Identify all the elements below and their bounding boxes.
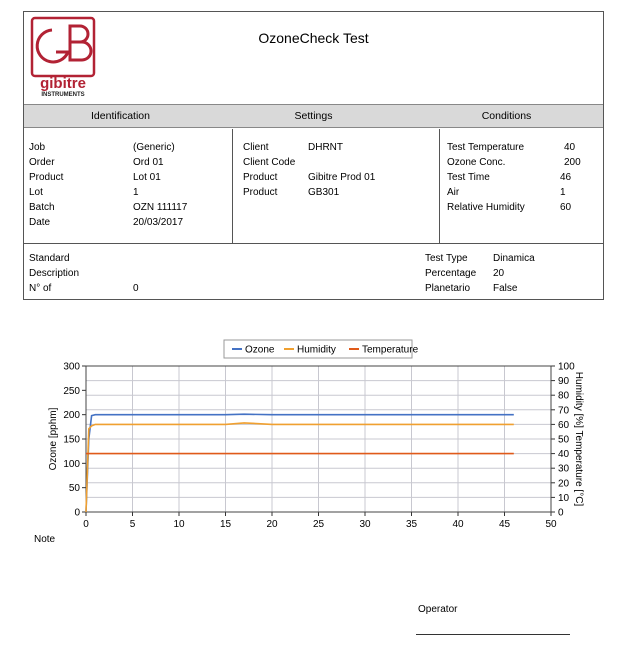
y-left-tick-label: 0 [74,507,80,519]
y-right-tick-label: 80 [558,390,570,402]
x-tick-label: 15 [219,519,232,530]
set-value-product-2: GB301 [308,187,340,198]
footer-label-test-type: Test Type [425,253,468,264]
x-tick-label: 40 [452,519,464,530]
operator-label: Operator [418,604,458,615]
cond-value-test-time: 46 [560,172,572,183]
footer-left-values [133,251,139,296]
identification-labels [29,140,63,230]
cond-label-test-time: Test Time [447,172,490,183]
legend-label-temperature: Temperature [362,344,419,356]
conditions-labels [447,140,525,215]
x-tick-label: 30 [359,519,371,530]
cond-label-ozone-conc: Ozone Conc. [447,157,506,168]
id-value-job: (Generic) [133,142,175,153]
footer-label-percentage: Percentage [425,268,477,279]
y-right-tick-label: 50 [558,434,570,446]
y-right-tick-label: 90 [558,376,570,388]
conditions-values [560,140,581,215]
footer-right-labels [425,251,476,296]
y-left-tick-label: 100 [63,458,80,470]
legend-label-ozone: Ozone [245,344,275,356]
id-label-batch: Batch [29,202,55,213]
set-label-client: Client [243,142,269,153]
y-left-tick-label: 150 [63,434,80,446]
cond-label-air: Air [447,187,460,198]
settings-values [308,140,375,200]
y-right-tick-label: 70 [558,405,570,417]
footer-label-description: Description [29,268,80,279]
footer-label-n-of: N° of [29,283,52,294]
y-right-tick-label: 30 [558,463,570,475]
ozone-chart [30,336,590,536]
id-value-batch: OZN 111117 [133,202,188,213]
column-divider [439,129,440,243]
cond-label-relative-humidity: Relative Humidity [447,202,525,213]
set-value-product: Gibitre Prod 01 [308,172,376,183]
series-line-humidity [86,423,514,512]
x-tick-label: 20 [266,519,278,530]
cond-value-test-temperature: 40 [564,142,576,153]
x-tick-label: 35 [405,519,418,530]
section-settings: Settings [294,110,333,122]
section-conditions: Conditions [481,110,532,122]
legend-label-humidity: Humidity [297,344,336,356]
x-tick-label: 50 [545,519,557,530]
y-right-tick-label: 100 [558,361,575,373]
set-label-product: Product [243,172,278,183]
set-label-product-2: Product [243,187,278,198]
y-right-tick-label: 10 [558,492,570,504]
id-value-lot: 1 [133,187,139,198]
id-label-order: Order [29,157,55,168]
id-label-product: Product [29,172,64,183]
section-header-bar [24,104,603,128]
footer-value-n-of: 0 [133,283,139,294]
header-area [24,12,603,104]
gibitre-logo [30,16,96,98]
report-box [23,11,604,300]
footer-left-labels [29,251,79,296]
set-value-client-code [308,155,375,170]
y-left-tick-label: 50 [68,483,80,495]
footer-value-planetario: False [493,283,518,294]
x-tick-label: 0 [83,519,89,530]
column-divider [232,129,233,243]
logo-subtext: INSTRUMENTS [41,92,85,98]
y-left-axis-label: Ozone [pphm] [48,407,59,471]
section-identification: Identification [91,110,150,122]
id-label-job: Job [29,142,46,153]
x-tick-label: 10 [173,519,185,530]
set-label-client-code: Client Code [243,157,296,168]
set-value-client: DHRNT [308,142,343,153]
report-title: OzoneCheck Test [258,30,369,46]
identification-values [133,140,187,230]
footer-right-values [493,251,535,296]
x-tick-label: 45 [498,519,511,530]
note-label: Note [34,534,56,545]
y-left-tick-label: 200 [63,410,80,422]
x-tick-label: 5 [129,519,136,530]
y-right-tick-label: 40 [558,449,570,461]
y-right-tick-label: 0 [558,507,564,519]
row-divider [24,243,603,244]
y-right-axis-label: Humidity [%] Temperature [°C] [573,371,584,507]
operator-signature-line [416,634,570,635]
y-right-tick-label: 60 [558,419,570,431]
x-tick-label: 25 [312,519,325,530]
id-label-date: Date [29,217,51,228]
y-left-tick-label: 300 [63,361,80,373]
id-value-order: Ord 01 [133,157,164,168]
settings-labels [243,140,295,200]
id-value-product: Lot 01 [133,172,161,183]
y-left-tick-label: 250 [63,385,80,397]
id-label-lot: Lot [29,187,43,198]
cond-value-ozone-conc: 200 [564,157,581,168]
id-value-date: 20/03/2017 [133,217,184,228]
cond-value-relative-humidity: 60 [560,202,572,213]
footer-value-percentage: 20 [493,268,505,279]
footer-value-description [133,266,139,281]
footer-value-standard [133,251,139,266]
footer-label-standard: Standard [29,253,70,264]
chart-svg [30,336,590,536]
footer-label-planetario: Planetario [425,283,471,294]
y-right-tick-label: 20 [558,478,570,490]
cond-value-air: 1 [560,187,566,198]
logo-text: gibitre [40,75,86,92]
footer-value-test-type: Dinamica [493,253,535,264]
cond-label-test-temperature: Test Temperature [447,142,525,153]
